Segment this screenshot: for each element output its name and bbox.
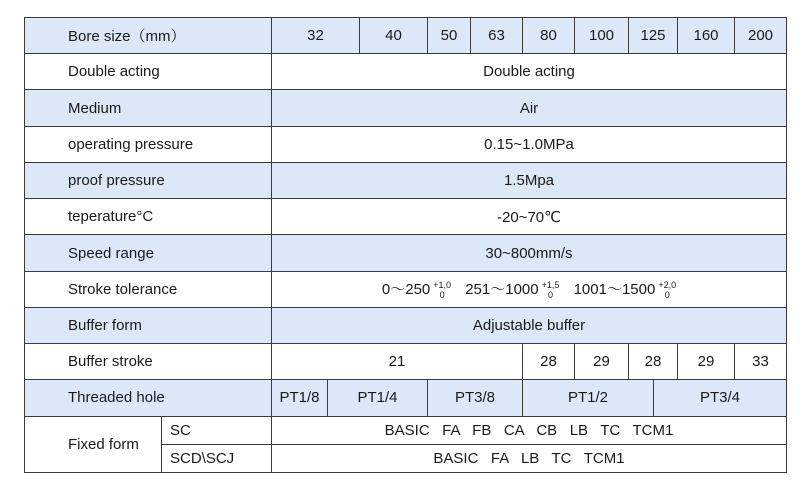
medium-value: Air (272, 90, 787, 126)
stroke-range: 251～1000 (465, 281, 539, 299)
stroke-tolerance-group (382, 278, 451, 300)
tolerance-lower: 0 (548, 290, 554, 301)
bore-size-value: 63 (471, 18, 523, 54)
fixed-form-label: Fixed form (25, 416, 162, 472)
bore-size-value: 125 (629, 18, 678, 54)
bore-size-value: 200 (735, 18, 787, 54)
row-operating-pressure (25, 126, 787, 162)
row-medium (25, 90, 787, 126)
threaded-hole-value: PT1/4 (328, 380, 428, 416)
stroke-tolerance-group (574, 278, 677, 300)
bore-size-value: 50 (428, 18, 471, 54)
row-proof-pressure (25, 162, 787, 198)
fixed-form-options: BASIC FA FB CA CB LB TC TCM1 (272, 416, 787, 444)
tolerance-upper: +1,0 (433, 280, 452, 291)
row-buffer-form (25, 307, 787, 343)
tolerance-lower: 0 (664, 290, 670, 301)
buffer-stroke-label: Buffer stroke (25, 344, 272, 380)
tolerance-stack (542, 280, 560, 300)
stroke-tolerance-group (465, 278, 559, 300)
fixed-form-model: SC (162, 416, 272, 444)
row-threaded-hole (25, 380, 787, 416)
stroke-range: 1001～1500 (573, 281, 656, 299)
medium-label: Medium (25, 90, 272, 126)
buffer-stroke-value: 21 (272, 344, 523, 380)
row-fixed-form-sc (25, 416, 787, 444)
tolerance-upper: +1,5 (541, 280, 560, 291)
stroke-tolerance-value (272, 271, 787, 307)
speed-range-label: Speed range (25, 235, 272, 271)
bore-size-value: 32 (272, 18, 360, 54)
row-buffer-stroke (25, 344, 787, 380)
buffer-stroke-value: 29 (678, 344, 735, 380)
stroke-range: 0～250 (381, 281, 431, 299)
row-temperature (25, 199, 787, 235)
row-bore-size (25, 18, 787, 54)
threaded-hole-value: PT1/2 (523, 380, 654, 416)
threaded-hole-value: PT1/8 (272, 380, 328, 416)
proof-pressure-label: proof pressure (25, 162, 272, 198)
bore-size-value: 80 (523, 18, 575, 54)
row-double-acting (25, 54, 787, 90)
threaded-hole-label: Threaded hole (25, 380, 272, 416)
fixed-form-model: SCD\SCJ (162, 444, 272, 472)
tolerance-upper: +2,0 (658, 280, 677, 291)
tolerance-stack (658, 280, 676, 300)
operating-pressure-label: operating pressure (25, 126, 272, 162)
operating-pressure-value: 0.15~1.0MPa (272, 126, 787, 162)
bore-size-value: 40 (360, 18, 428, 54)
buffer-stroke-value: 28 (629, 344, 678, 380)
temperature-value: -20~70℃ (272, 199, 787, 235)
temperature-label: teperature°C (25, 199, 272, 235)
row-speed-range (25, 235, 787, 271)
buffer-stroke-value: 28 (523, 344, 575, 380)
threaded-hole-value: PT3/4 (654, 380, 787, 416)
bore-size-label: Bore size（mm） (25, 18, 272, 54)
tolerance-stack (433, 280, 451, 300)
fixed-form-options: BASIC FA LB TC TCM1 (272, 444, 787, 472)
buffer-stroke-value: 33 (735, 344, 787, 380)
tolerance-lower: 0 (439, 290, 445, 301)
buffer-stroke-value: 29 (575, 344, 629, 380)
double-acting-label: Double acting (25, 54, 272, 90)
stroke-tolerance-label: Stroke tolerance (25, 271, 272, 307)
buffer-form-label: Buffer form (25, 307, 272, 343)
proof-pressure-value: 1.5Mpa (272, 162, 787, 198)
bore-size-value: 160 (678, 18, 735, 54)
speed-range-value: 30~800mm/s (272, 235, 787, 271)
double-acting-value: Double acting (272, 54, 787, 90)
buffer-form-value: Adjustable buffer (272, 307, 787, 343)
bore-size-value: 100 (575, 18, 629, 54)
threaded-hole-value: PT3/8 (428, 380, 523, 416)
spec-table (24, 17, 787, 473)
row-stroke-tolerance (25, 271, 787, 307)
